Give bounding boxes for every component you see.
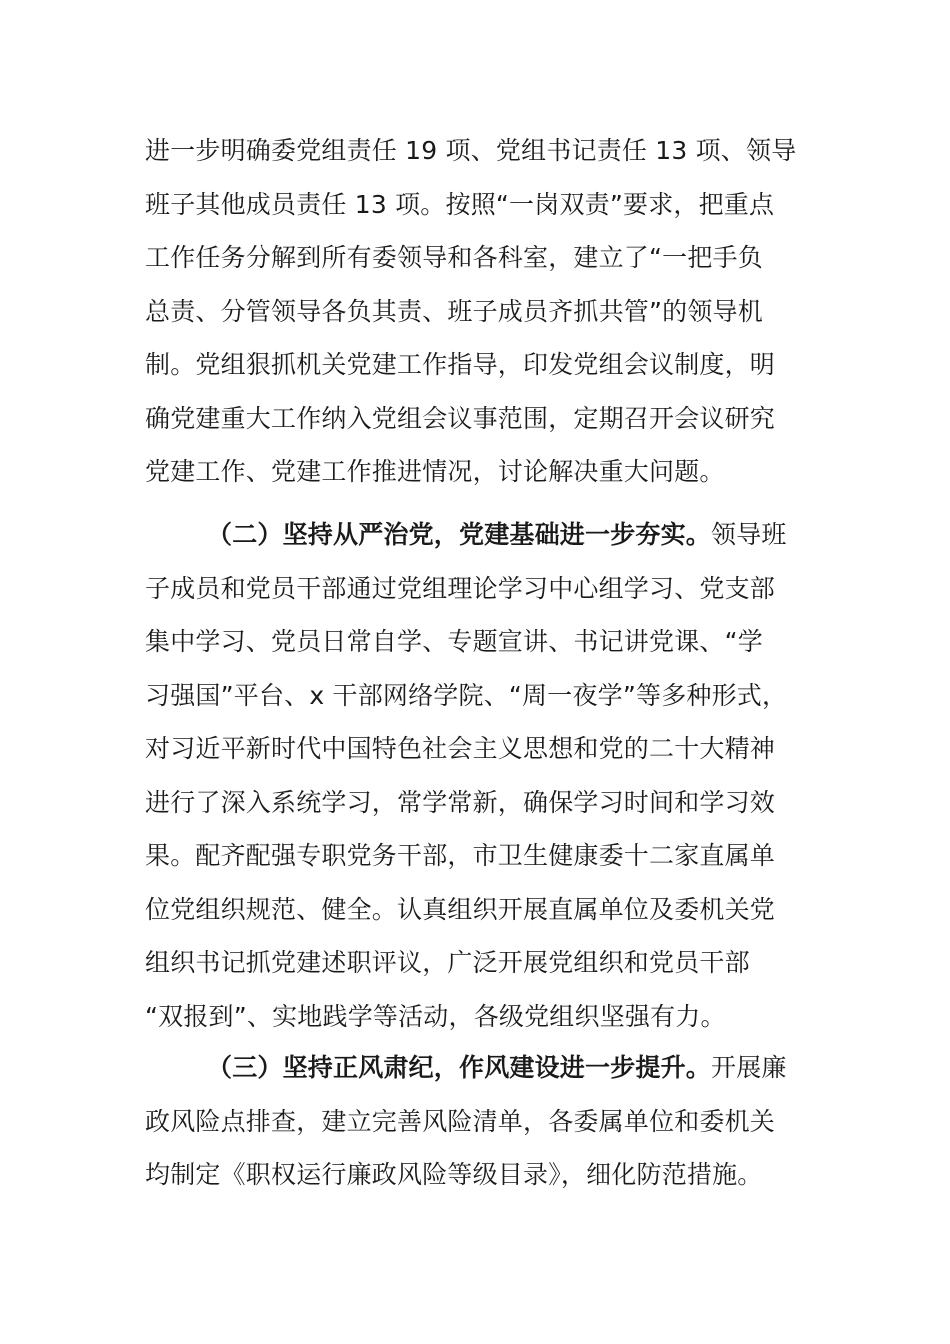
paragraph-2	[145, 508, 835, 1043]
text-line: 果。配齐配强专职党务干部，市卫生健康委十二家直属单	[145, 841, 776, 870]
text-line: 位党组织规范、健全。认真组织开展直属单位及委机关党	[145, 894, 776, 924]
text-line: 工作任务分解到所有委领导和各科室，建立了“一把手负	[145, 243, 763, 272]
paragraph-first-line	[145, 1041, 835, 1095]
text-line: 进一步明确委党组责任 19 项、党组书记责任 13 项、领导	[145, 136, 797, 165]
paragraph-3	[145, 1041, 835, 1202]
text-line: 对习近平新时代中国特色社会主义思想和党的二十大精神	[145, 734, 776, 763]
text-line: 总责、分管领导各负其责、班子成员齐抓共管”的领导机	[145, 296, 763, 326]
text-line: 集中学习、党员日常自学、专题宣讲、书记讲党课、“学	[145, 627, 763, 656]
section-heading: （二）坚持从严治党，党建基础进一步夯实。	[207, 520, 712, 549]
text-line: 子成员和党员干部通过党组理论学习中心组学习、党支部	[145, 573, 776, 603]
text-run: 开展廉	[711, 1053, 787, 1082]
text-line: 党建工作、党建工作推进情况，讨论解决重大问题。	[145, 457, 725, 486]
text-line: 进行了深入系统学习，常学常新，确保学习时间和学习效	[145, 787, 776, 817]
text-line: 均制定《职权运行廉政风险等级目录》，细化防范措施。	[145, 1160, 763, 1189]
text-line: 组织书记抓党建述职评议，广泛开展党组织和党员干部	[145, 948, 750, 977]
text-line: 制。党组狠抓机关党建工作指导，印发党组会议制度，明	[145, 350, 776, 379]
text-run: 领导班	[711, 520, 787, 549]
paragraph-1	[145, 124, 835, 499]
text-line: “双报到”、实地践学等活动，各级党组织坚强有力。	[145, 1001, 726, 1031]
paragraph-first-line	[145, 508, 835, 562]
text-line: 习强国”平台、x 干部网络学院、“周一夜学”等多种形式，	[145, 680, 788, 710]
text-line: 政风险点排查，建立完善风险清单，各委属单位和委机关	[145, 1106, 776, 1136]
text-line: 班子其他成员责任 13 项。按照“一岗双责”要求，把重点	[145, 189, 775, 219]
section-heading: （三）坚持正风肃纪，作风建设进一步提升。	[207, 1053, 712, 1082]
text-line: 确党建重大工作纳入党组会议事范围，定期召开会议研究	[145, 403, 776, 433]
